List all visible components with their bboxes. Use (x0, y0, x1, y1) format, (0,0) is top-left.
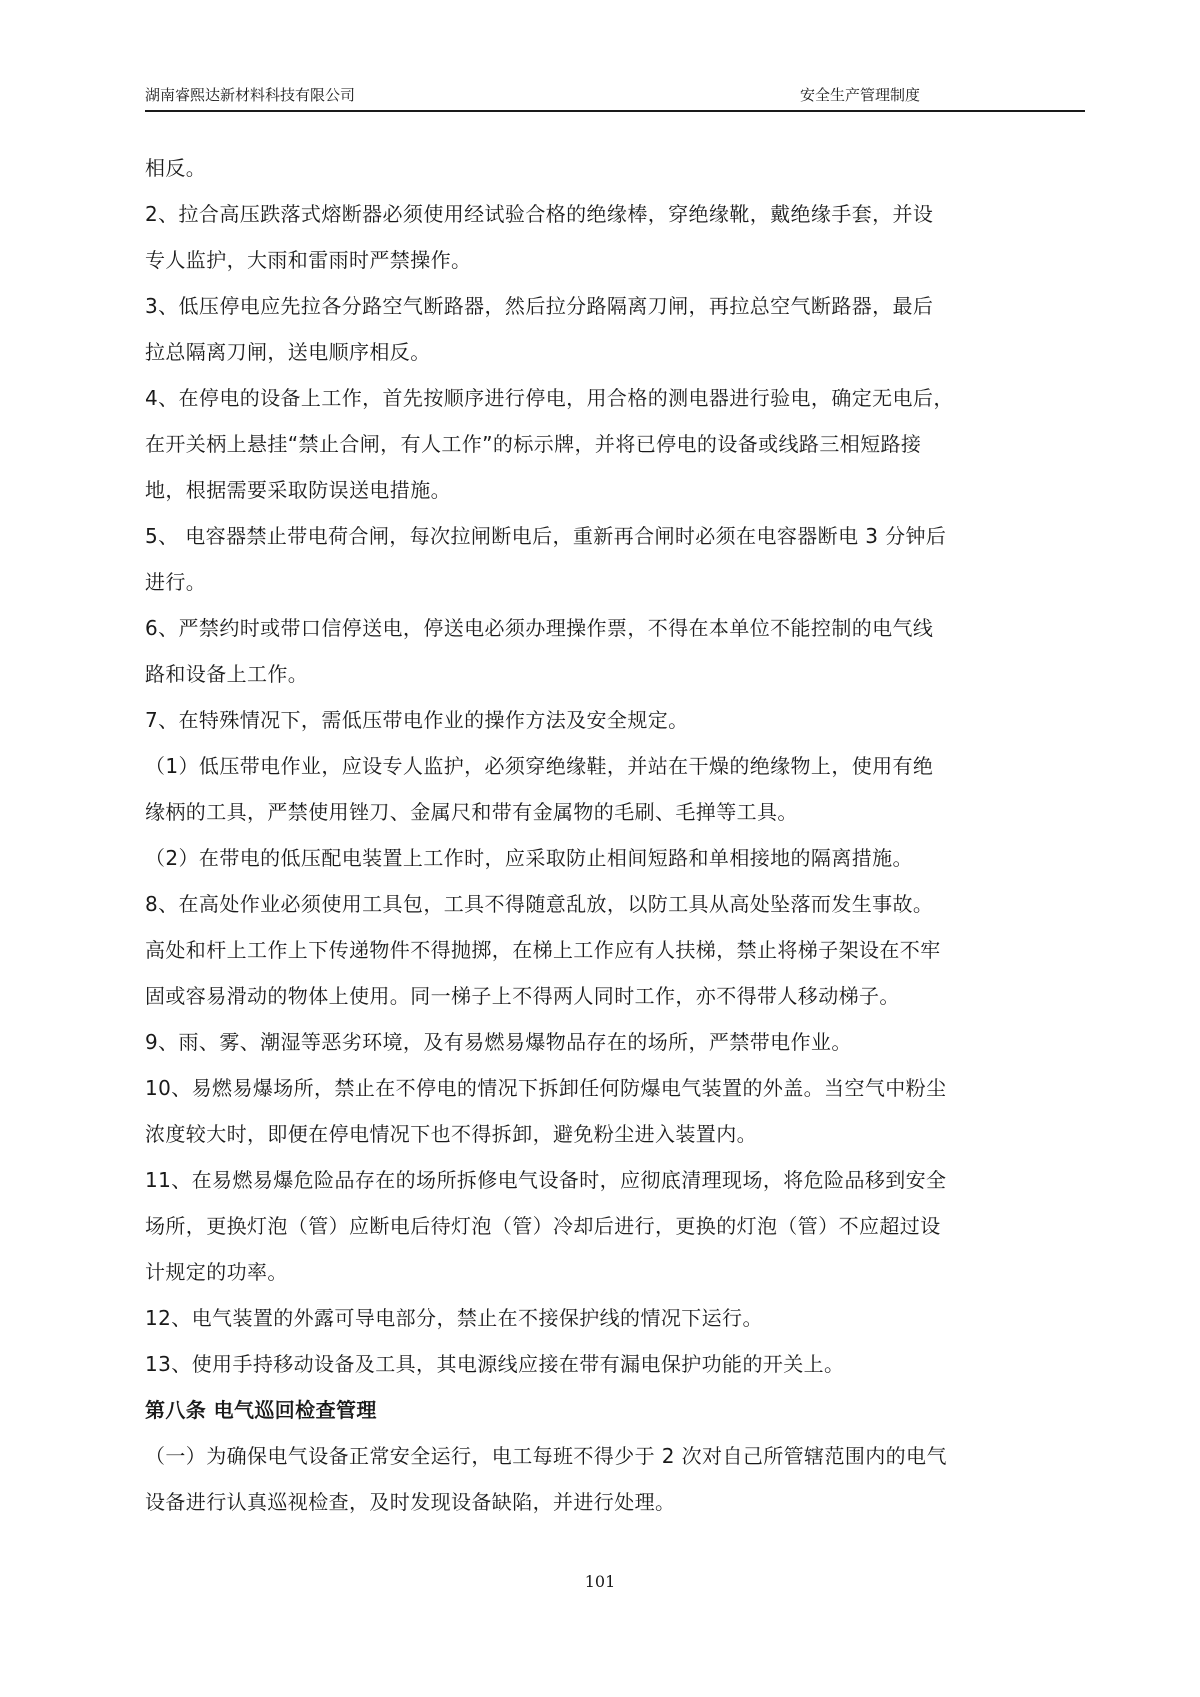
text-line: 高处和杆上工作上下传递物件不得抛掷，在梯上工作应有人扶梯，禁止将梯子架设在不牢 (145, 938, 941, 962)
text-line: 3、低压停电应先拉各分路空气断路器，然后拉分路隔离刀闸，再拉总空气断路器，最后 (145, 294, 934, 318)
text-line: 9、雨、雾、潮湿等恶劣环境，及有易燃易爆物品存在的场所，严禁带电作业。 (145, 1030, 852, 1054)
text-line: 4、在停电的设备上工作，首先按顺序进行停电，用合格的测电器进行验电，确定无电后， (145, 386, 954, 410)
page-number: 101 (584, 1572, 616, 1591)
text-line: 6、严禁约时或带口信停送电，停送电必须办理操作票，不得在本单位不能控制的电气线 (145, 616, 934, 640)
text-line: 5、 电容器禁止带电荷合闸，每次拉闸断电后，重新再合闸时必须在电容器断电 3 分钟后 (145, 524, 947, 548)
text-line: 12、电气装置的外露可导电部分，禁止在不接保护线的情况下运行。 (145, 1306, 763, 1330)
section-heading: 第八条 电气巡回检查管理 (145, 1398, 377, 1422)
text-line: （1）低压带电作业，应设专人监护，必须穿绝缘鞋，并站在干燥的绝缘物上，使用有绝 (145, 754, 934, 778)
text-line: 11、在易燃易爆危险品存在的场所拆修电气设备时，应彻底清理现场，将危险品移到安全 (145, 1168, 947, 1192)
page-header (145, 80, 1085, 112)
text-line: 专人监护，大雨和雷雨时严禁操作。 (145, 248, 472, 272)
text-line: 设备进行认真巡视检查，及时发现设备缺陷，并进行处理。 (145, 1490, 676, 1514)
text-line: 缘柄的工具，严禁使用锉刀、金属尺和带有金属物的毛刷、毛掸等工具。 (145, 800, 798, 824)
text-line: 7、在特殊情况下，需低压带电作业的操作方法及安全规定。 (145, 708, 689, 732)
text-line: 2、拉合高压跌落式熔断器必须使用经试验合格的绝缘棒，穿绝缘靴，戴绝缘手套，并设 (145, 202, 934, 226)
text-line: 计规定的功率。 (145, 1260, 288, 1284)
text-line: （一）为确保电气设备正常安全运行，电工每班不得少于 2 次对自己所管辖范围内的电气 (145, 1444, 947, 1468)
document-body (145, 145, 1085, 1525)
text-line: 场所，更换灯泡（管）应断电后待灯泡（管）冷却后进行，更换的灯泡（管）不应超过设 (145, 1214, 941, 1238)
document-title: 安全生产管理制度 (800, 86, 921, 104)
text-line: 拉总隔离刀闸，送电顺序相反。 (145, 340, 431, 364)
text-line: 13、使用手持移动设备及工具，其电源线应接在带有漏电保护功能的开关上。 (145, 1352, 845, 1376)
text-line: 浓度较大时，即便在停电情况下也不得拆卸，避免粉尘进入装置内。 (145, 1122, 757, 1146)
company-name: 湖南睿熙达新材料科技有限公司 (145, 86, 356, 104)
text-line: 进行。 (145, 570, 207, 594)
text-line: 在开关柄上悬挂“禁止合闸，有人工作”的标示牌，并将已停电的设备或线路三相短路接 (145, 432, 922, 456)
text-line: 固或容易滑动的物体上使用。同一梯子上不得两人同时工作，亦不得带人移动梯子。 (145, 984, 900, 1008)
text-line: 路和设备上工作。 (145, 662, 309, 686)
text-line: 10、易燃易爆场所，禁止在不停电的情况下拆卸任何防爆电气装置的外盖。当空气中粉尘 (145, 1076, 947, 1100)
text-line: 相反。 (145, 156, 207, 180)
text-line: 地，根据需要采取防误送电措施。 (145, 478, 451, 502)
text-line: （2）在带电的低压配电装置上工作时，应采取防止相间短路和单相接地的隔离措施。 (145, 846, 913, 870)
text-line: 8、在高处作业必须使用工具包，工具不得随意乱放，以防工具从高处坠落而发生事故。 (145, 892, 934, 916)
